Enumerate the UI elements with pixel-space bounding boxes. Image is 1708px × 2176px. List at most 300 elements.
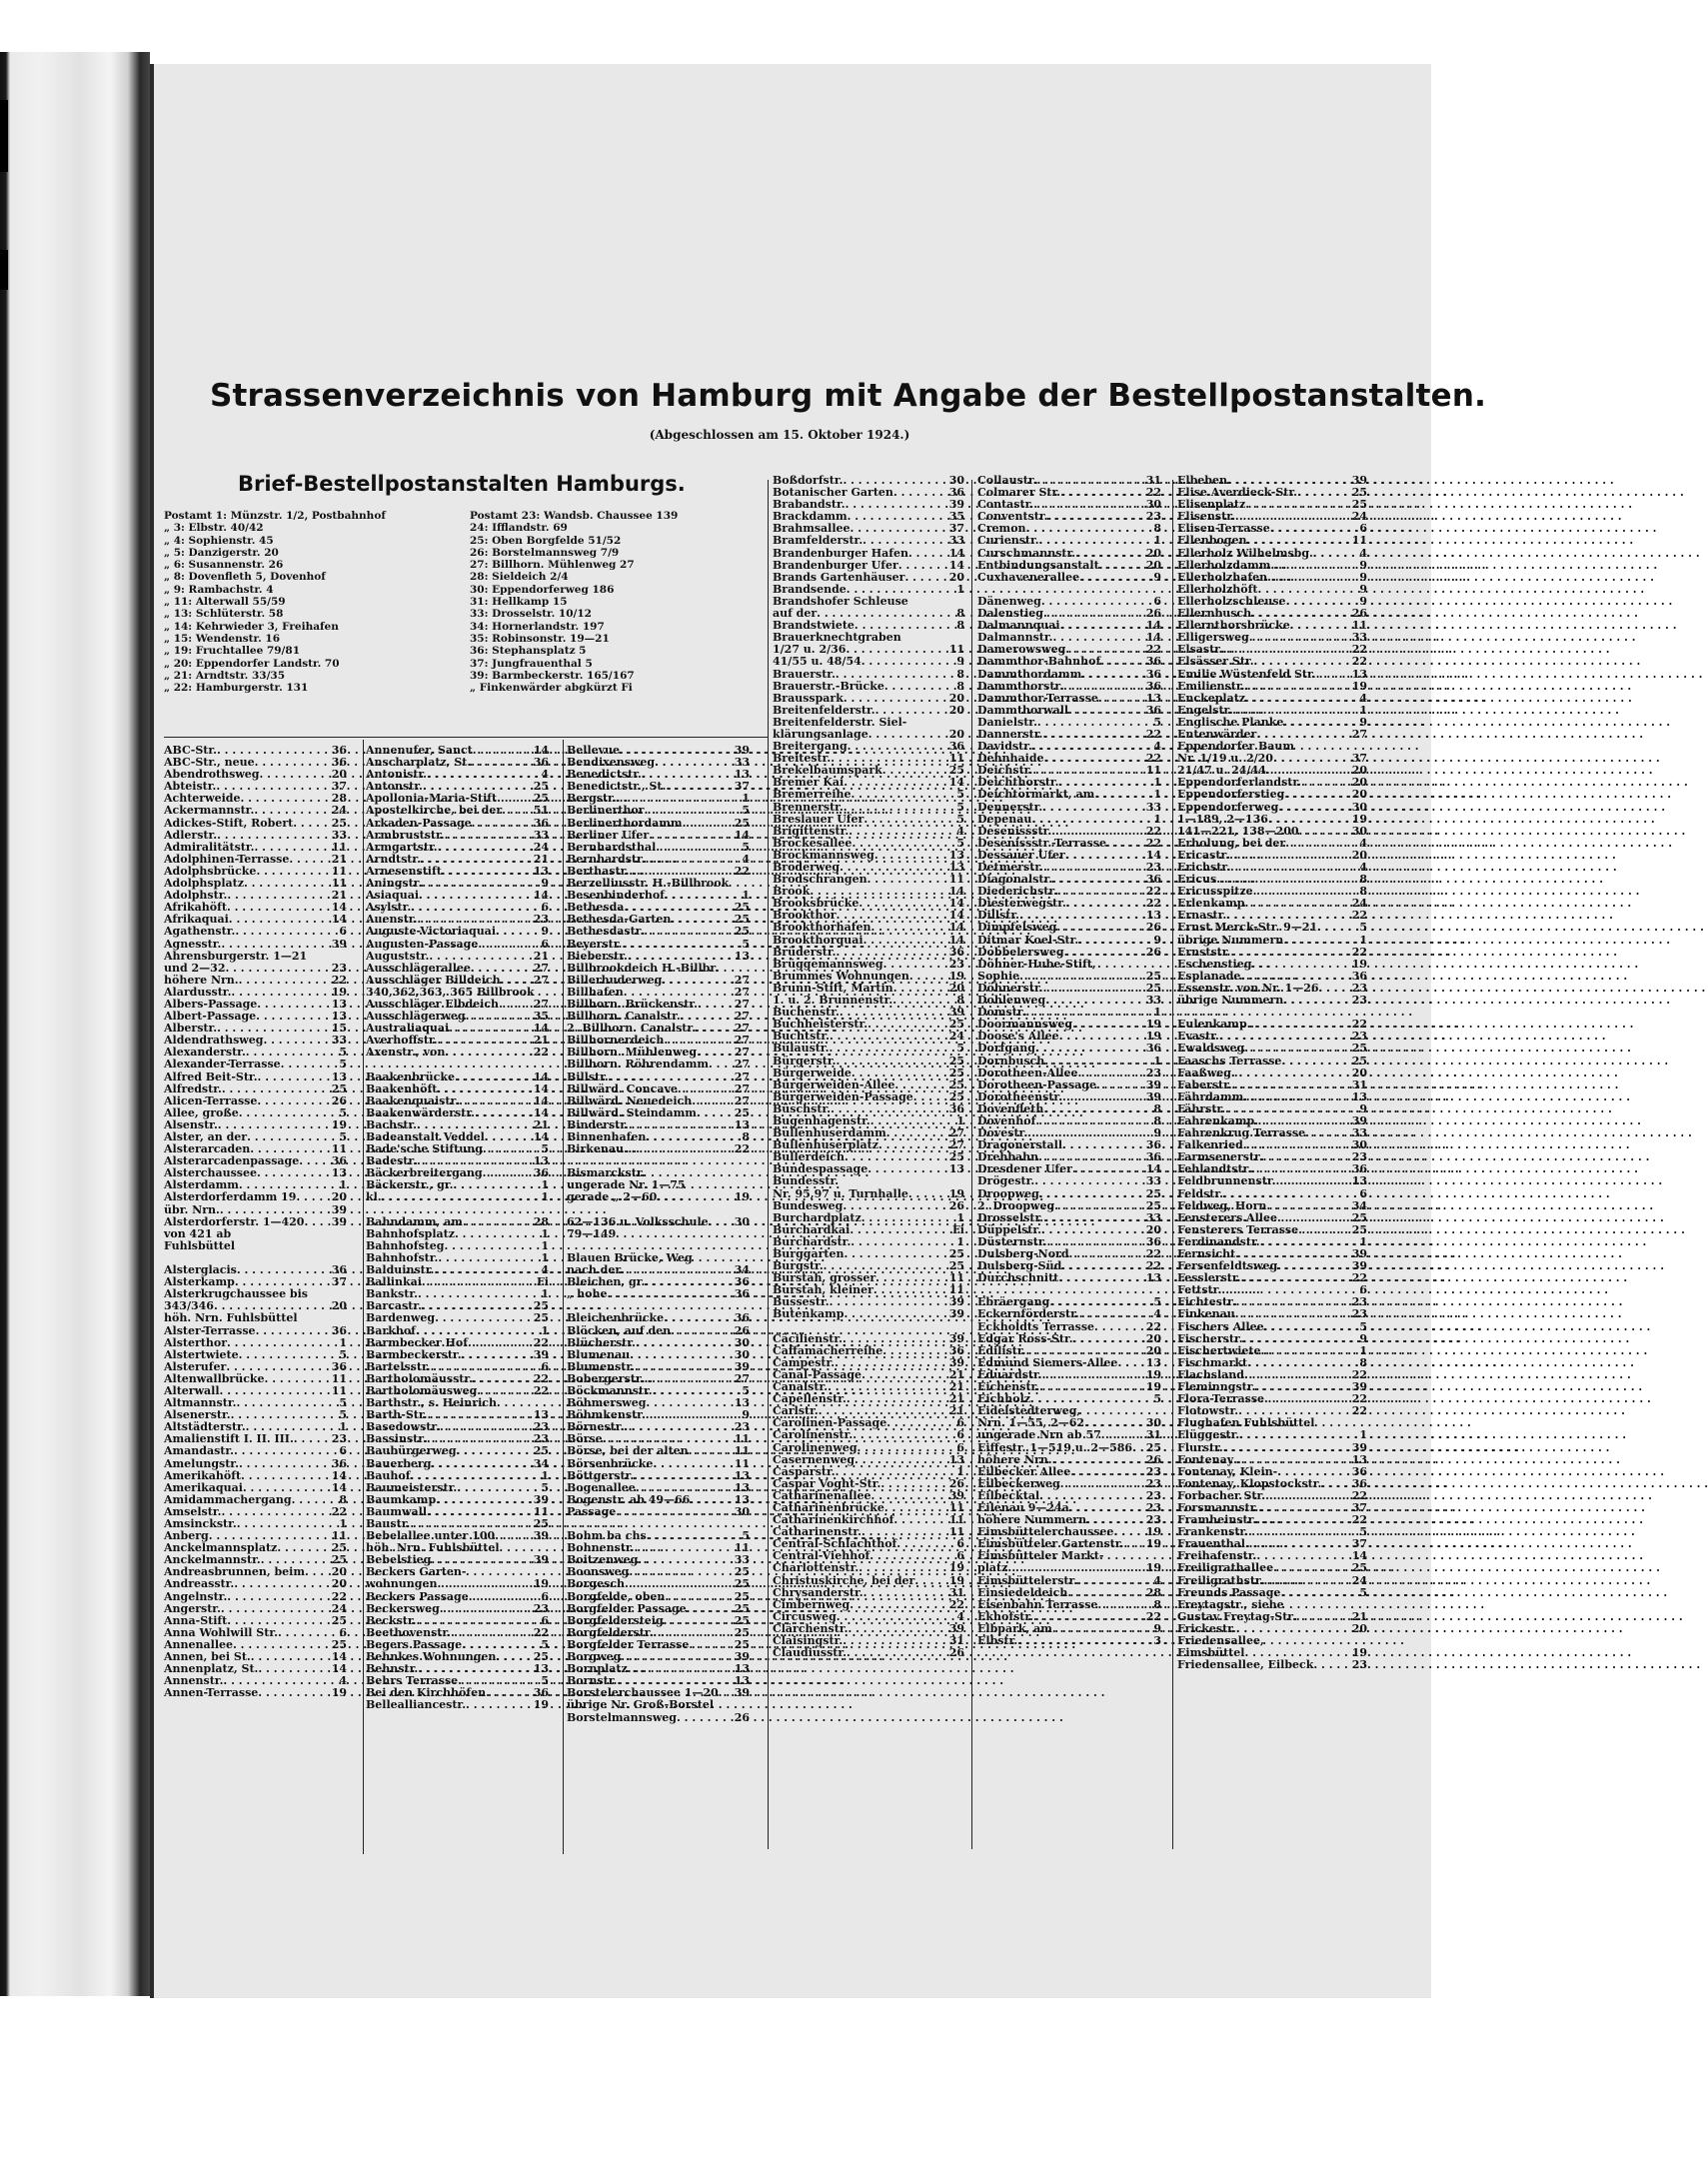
street-entry xyxy=(164,1312,347,1324)
postamt-number: 22 xyxy=(533,1625,549,1639)
postamt-entry: „ 14: Kehrwieder 3, Freihafen xyxy=(164,620,339,633)
leader-dots xyxy=(459,1095,532,1107)
leader-dots xyxy=(1281,1056,1349,1068)
leader-dots xyxy=(235,926,337,938)
street-name: Frankenstr. xyxy=(1177,1525,1249,1539)
postamt-number: 26 xyxy=(1351,607,1367,621)
leader-dots xyxy=(445,1047,531,1059)
street-name: Eulenkamp xyxy=(1177,1018,1247,1032)
postamt-number: 23 xyxy=(1351,1295,1367,1309)
postamt-number: 21 xyxy=(533,1117,549,1131)
postamt-number: 27 xyxy=(734,1034,750,1048)
postamt-number: 33 xyxy=(331,1034,347,1048)
postamt-number: 31 xyxy=(948,1634,964,1647)
postamt-number: 5 xyxy=(742,1529,750,1543)
postamt-number: 39 xyxy=(331,1214,347,1228)
postamt-number: 26 xyxy=(1145,607,1161,621)
postamt-number: 22 xyxy=(533,1046,549,1060)
street-name: Eisenbahn Terrasse xyxy=(977,1597,1098,1611)
postamt-number: 5 xyxy=(339,1347,347,1361)
postamt-number: 19 xyxy=(1351,1646,1367,1660)
leader-dots xyxy=(1230,947,1349,959)
street-name: Binnenhafen xyxy=(567,1130,647,1143)
postamt-number: 39 xyxy=(533,1492,549,1506)
street-name: 21/47 u. 24/44 xyxy=(1177,764,1266,778)
street-name: Elise Averdieck-Str. xyxy=(1177,486,1297,500)
postamt-number: 13 xyxy=(533,1154,549,1168)
postamt-number: 5 xyxy=(1153,1392,1161,1406)
leader-dots xyxy=(687,1603,733,1615)
street-name: Bullenhuserplatz xyxy=(773,1138,878,1152)
street-name: Carolinenweg xyxy=(773,1440,857,1454)
leader-dots xyxy=(457,1445,532,1457)
postamt-number: 19 xyxy=(533,1577,549,1591)
postamt-number: 25 xyxy=(734,1613,750,1627)
leader-dots xyxy=(863,814,954,826)
street-entry xyxy=(1177,560,1367,572)
street-name: Agnesstr. xyxy=(164,937,222,951)
postamt-number: 1 xyxy=(956,1464,964,1478)
leader-dots xyxy=(429,951,531,963)
postamt-number: 39 xyxy=(1351,474,1367,487)
street-name: Enckeplatz xyxy=(1177,691,1246,705)
street-name: Afrikahöft xyxy=(164,901,227,915)
postamt-number: 6 xyxy=(1359,1186,1367,1200)
postamt-number: 5 xyxy=(1359,1319,1367,1333)
leader-dots xyxy=(689,1445,733,1457)
leader-dots xyxy=(644,805,740,817)
street-name: Elsässer Str. xyxy=(1177,655,1254,669)
postamt-number: 19 xyxy=(1145,1018,1161,1032)
street-name: Brauerknechtgraben xyxy=(773,631,901,645)
street-name: Eimsbüttel xyxy=(1177,1646,1245,1660)
street-name: Bei den Kirchhöfen xyxy=(366,1686,487,1700)
leader-dots xyxy=(630,1349,732,1361)
postamt-number: 39 xyxy=(734,1650,750,1664)
postamt-number: 22 xyxy=(1351,1404,1367,1418)
street-entry xyxy=(1177,1212,1367,1224)
postamt-number: 28 xyxy=(533,1214,549,1228)
postamt-number: 13 xyxy=(1145,1271,1161,1285)
postamt-number: 37 xyxy=(734,780,750,794)
street-entry xyxy=(977,1188,1161,1200)
street-entry xyxy=(977,814,1161,826)
street-name: übrige Nr. Groß-Borstel xyxy=(567,1698,715,1712)
postamt-number: 25 xyxy=(533,1650,549,1664)
street-name: Breitenfelderstr. xyxy=(773,703,875,717)
street-name: Dorotheenstr. xyxy=(977,1089,1062,1103)
street-entry xyxy=(366,1470,549,1482)
street-entry xyxy=(977,572,1161,584)
postamt-number: 22 xyxy=(1145,752,1161,766)
street-column-5 xyxy=(977,475,1161,1647)
street-name: Bankstr. xyxy=(366,1287,418,1301)
street-name: Beckstr. xyxy=(366,1613,417,1627)
street-name: Elisenstr. xyxy=(1177,510,1235,524)
street-entry xyxy=(567,830,750,842)
street-name: Döhnerstr. xyxy=(977,981,1043,995)
street-name: Fahrenkrug Terrasse xyxy=(1177,1126,1306,1140)
street-name: Alexanderstr. xyxy=(164,1046,246,1060)
street-entry xyxy=(567,1059,750,1071)
street-entry xyxy=(773,560,964,572)
postamt-number: 25 xyxy=(1145,1198,1161,1212)
postamt-number: 36 xyxy=(948,740,964,754)
street-name: Fesslerstr. xyxy=(1177,1271,1241,1285)
street-entry xyxy=(1177,1321,1367,1333)
street-entry xyxy=(164,1687,347,1699)
street-name: Burstah, grosser xyxy=(773,1271,876,1285)
street-entry xyxy=(773,669,964,681)
street-name: Bahnhofstr. xyxy=(366,1250,439,1264)
street-name: 1/27 u. 2/36 xyxy=(773,643,847,657)
postamt-number: 35 xyxy=(533,1010,549,1024)
street-name: Brookthorquai xyxy=(773,933,863,947)
street-name: Bethesda xyxy=(567,901,625,915)
postamt-number: 19 xyxy=(331,985,347,999)
leader-dots xyxy=(1273,1562,1350,1574)
postamt-number: 5 xyxy=(339,1408,347,1422)
street-entry xyxy=(1177,802,1367,814)
street-name: Baumkamp xyxy=(366,1492,437,1506)
street-name: Boßdorfstr. xyxy=(773,474,844,487)
postamt-number: 14 xyxy=(948,909,964,923)
street-entry xyxy=(1177,1080,1367,1091)
leader-dots xyxy=(622,939,740,951)
leader-dots xyxy=(634,1470,733,1482)
postamt-number: 14 xyxy=(533,1130,549,1143)
street-name: Elisen-Terrasse xyxy=(1177,522,1270,536)
street-entry xyxy=(1177,535,1367,547)
leader-dots xyxy=(1096,1080,1144,1091)
street-name: Campestr. xyxy=(773,1355,836,1369)
leader-dots xyxy=(657,1191,732,1203)
postamt-number: 25 xyxy=(948,1066,964,1080)
street-name: Bundesstr. xyxy=(773,1174,840,1188)
street-name: Billhorn. Brückenstr. xyxy=(567,997,698,1011)
street-name: Alexander-Terrasse xyxy=(164,1058,281,1072)
postamt-number: 25 xyxy=(331,1637,347,1651)
street-column-4 xyxy=(773,475,964,1659)
postamt-number: 37 xyxy=(331,1275,347,1289)
street-name: Breslauer Ufer xyxy=(773,812,864,826)
postamt-number: 31 xyxy=(948,1585,964,1599)
postamt-number: 13 xyxy=(533,1662,549,1676)
postamt-number xyxy=(235,1240,237,1252)
column-divider xyxy=(768,480,769,1849)
street-name: Adickes-Stift, Robert xyxy=(164,816,294,830)
postamt-number: 14 xyxy=(533,744,549,757)
street-entry xyxy=(366,1699,549,1711)
postamt-number: Fi xyxy=(537,1275,549,1289)
postamt-number: 36 xyxy=(1351,1162,1367,1176)
street-name: Freihafenstr. xyxy=(1177,1549,1257,1563)
street-name: Dornbusch xyxy=(977,1054,1045,1068)
postamt-entry: Postamt 23: Wandsb. Chaussee 139 xyxy=(470,510,679,522)
postamt-number: 1 xyxy=(339,1178,347,1192)
postamt-number xyxy=(719,963,721,975)
street-name: Asiaquai xyxy=(366,889,420,903)
postamt-number: 6 xyxy=(339,1625,347,1639)
postamt-number: 36 xyxy=(1145,1150,1161,1164)
postamt-list-left xyxy=(164,510,464,694)
postamt-number: 14 xyxy=(533,1082,549,1095)
street-entry xyxy=(567,805,750,817)
postamt-number: 23 xyxy=(533,913,549,927)
leader-dots xyxy=(468,1337,532,1349)
postamt-number: 20 xyxy=(331,1565,347,1579)
street-name: höh. Nrn. Fuhlsbüttel xyxy=(366,1541,500,1555)
street-name: Ellerholzdamm xyxy=(1177,558,1271,572)
street-name: Finkenau xyxy=(1177,1307,1235,1321)
postamt-number: 21 xyxy=(533,949,549,963)
postamt-entry: 35: Robinsonstr. 19—21 xyxy=(470,632,610,645)
leader-dots xyxy=(1316,669,1350,681)
street-name: Armgartstr. xyxy=(366,840,438,854)
postamt-number: 14 xyxy=(1351,1549,1367,1563)
street-entry xyxy=(1177,1562,1367,1574)
postamt-number: 5 xyxy=(742,804,750,818)
street-name: Ellerholzschleuse xyxy=(1177,594,1286,608)
street-name: Casernenweg xyxy=(773,1452,855,1466)
street-entry xyxy=(1177,1333,1367,1345)
postamt-number: 22 xyxy=(331,1589,347,1603)
postamt-number: 13 xyxy=(1351,667,1367,681)
postamt-number: 27 xyxy=(734,1022,750,1036)
postamt-number: 23 xyxy=(1351,1658,1367,1672)
postamt-number: 13 xyxy=(331,1070,347,1084)
postamt-number: 5 xyxy=(339,1046,347,1060)
street-name: Bundesweg xyxy=(773,1198,844,1212)
street-entry xyxy=(1177,995,1367,1007)
leader-dots xyxy=(609,1072,733,1084)
postamt-number: 19 xyxy=(1145,1537,1161,1551)
street-name: Bogenstr. ab 49—66 xyxy=(567,1492,691,1506)
street-name: Behnstr. xyxy=(366,1662,419,1676)
postamt-number: 51 xyxy=(533,804,549,818)
postamt-number: 21 xyxy=(948,1367,964,1381)
postamt-number: 30 xyxy=(1351,800,1367,814)
postamt-number: 39 xyxy=(331,937,347,951)
postamt-number: 37 xyxy=(331,780,347,794)
street-name: Borgfelderstr. xyxy=(567,1625,654,1639)
street-name: Blumenau xyxy=(567,1347,631,1361)
leader-dots xyxy=(847,1647,947,1659)
leader-dots xyxy=(462,1349,532,1361)
postamt-number: 25 xyxy=(331,1082,347,1095)
postamt-number: 25 xyxy=(948,1089,964,1103)
street-name: Diagonalstr. xyxy=(977,873,1053,887)
postamt-number xyxy=(298,1312,300,1324)
postamt-number: 19 xyxy=(331,1686,347,1700)
postamt-number: 36 xyxy=(331,1154,347,1168)
street-name: Brands Gartenhäuser xyxy=(773,570,905,584)
street-name: klärungsanlage xyxy=(773,727,868,741)
street-name: Brook xyxy=(773,885,811,899)
postamt-number: 39 xyxy=(948,1488,964,1502)
street-name: Deichthorstr. xyxy=(977,776,1059,790)
postamt-number: 36 xyxy=(331,744,347,757)
leader-dots xyxy=(1056,922,1143,934)
leader-dots xyxy=(1232,1080,1350,1091)
postamt-number: 11 xyxy=(948,1513,964,1527)
street-name: Drögestr. xyxy=(977,1174,1035,1188)
postamt-number: 26 xyxy=(1145,945,1161,959)
street-entry xyxy=(1177,1429,1367,1441)
postamt-number: 14 xyxy=(331,1650,347,1664)
street-entry xyxy=(366,1191,549,1203)
street-entry xyxy=(164,1591,347,1603)
leader-dots xyxy=(471,963,532,975)
postamt-number: 39 xyxy=(533,1529,549,1543)
street-name: Bugenhagenstr. xyxy=(773,1113,870,1127)
postamt-number: 11 xyxy=(948,873,964,887)
postamt-number: 30 xyxy=(734,1347,750,1361)
postamt-number: 39 xyxy=(1351,1259,1367,1273)
postamt-number: 23 xyxy=(1351,994,1367,1008)
street-name: Burggarten xyxy=(773,1247,845,1260)
street-name: Bramfelderstr. xyxy=(773,534,863,548)
postamt-number: 14 xyxy=(331,1480,347,1494)
postamt-entry: 30: Eppendorferweg 186 xyxy=(470,583,615,596)
street-entry xyxy=(1177,935,1367,947)
postamt-number: 1 xyxy=(1359,1343,1367,1357)
postamt-number: 31 xyxy=(1351,1078,1367,1091)
postamt-number: 5 xyxy=(956,800,964,814)
postamt-number: 24 xyxy=(331,1601,347,1615)
postamt-number: 11 xyxy=(734,1432,750,1446)
leader-dots xyxy=(1077,1575,1151,1587)
street-name: Danielstr. xyxy=(977,715,1037,729)
street-entry xyxy=(567,939,750,951)
postamt-number: 14 xyxy=(1145,619,1161,633)
postamt-number: 1 xyxy=(1153,1006,1161,1020)
postamt-number: 1 xyxy=(956,1113,964,1127)
street-entry xyxy=(164,1072,347,1084)
postamt-number: 36 xyxy=(331,1323,347,1337)
street-name: Freiligrathstr. xyxy=(1177,1573,1264,1587)
leader-dots xyxy=(221,1603,330,1615)
postamt-number: 8 xyxy=(742,1130,750,1143)
street-entry xyxy=(1177,1175,1367,1187)
postamt-number: 33 xyxy=(1351,1126,1367,1140)
street-name: Erlenkamp xyxy=(1177,897,1245,911)
leader-dots xyxy=(478,939,539,951)
postamt-number: 24 xyxy=(948,1030,964,1044)
street-name: Dulsberg-Süd xyxy=(977,1259,1062,1273)
street-entry xyxy=(366,1072,549,1084)
postamt-number: 6 xyxy=(541,901,549,915)
postamt-number xyxy=(839,1175,841,1187)
street-entry xyxy=(773,1575,964,1587)
postamt-number: 1 xyxy=(956,1210,964,1224)
leader-dots xyxy=(1313,1659,1349,1671)
postamt-number: 1 xyxy=(541,1190,549,1204)
street-entry xyxy=(977,1333,1161,1345)
postamt-entry: „ 13: Schlüterstr. 58 xyxy=(164,608,284,621)
street-name: Bieberstr. xyxy=(567,949,628,963)
street-name: Dohlenweg xyxy=(977,994,1046,1008)
street-name: Berlinerthor xyxy=(567,804,645,818)
street-name: Birkenau xyxy=(567,1142,625,1156)
leader-dots xyxy=(853,1429,954,1441)
street-name: Framheinstr. xyxy=(1177,1513,1257,1527)
street-name: Borgweg xyxy=(567,1650,622,1664)
street-name: Ellernbusch xyxy=(1177,607,1252,621)
street-name: Eschenstieg xyxy=(1177,957,1252,971)
postamt-number: 5 xyxy=(742,840,750,854)
postamt-number: 5 xyxy=(541,1637,549,1651)
postamt-number: 24 xyxy=(533,840,549,854)
street-name: Dulsberg-Nord xyxy=(977,1247,1069,1260)
postamt-number: 25 xyxy=(533,780,549,794)
postamt-number: 39 xyxy=(948,1006,964,1020)
postamt-entry: 34: Hornerlandstr. 197 xyxy=(470,620,605,633)
street-name: Bendixensweg xyxy=(567,756,656,770)
leader-dots xyxy=(844,693,947,705)
postamt-number: 36 xyxy=(1351,969,1367,983)
postamt-number: 1 xyxy=(541,1178,549,1192)
street-entry xyxy=(366,805,549,817)
postamt-number: 9 xyxy=(1359,715,1367,729)
postamt-number: 20 xyxy=(948,570,964,584)
leader-dots xyxy=(914,1575,946,1587)
street-name: Ahrensburgerstr. 1—21 xyxy=(164,949,308,963)
street-name: Blumenstr. xyxy=(567,1359,635,1373)
street-entry xyxy=(977,1175,1161,1187)
street-name: Frauenthal xyxy=(1177,1537,1245,1551)
street-name: Dobbelersweg xyxy=(977,945,1064,959)
postamt-number: 6 xyxy=(956,1549,964,1563)
postamt-number: 14 xyxy=(1145,631,1161,645)
leader-dots xyxy=(636,1337,733,1349)
street-entry xyxy=(773,1175,964,1187)
postamt-number: 39 xyxy=(734,744,750,757)
leader-dots xyxy=(1132,1442,1144,1454)
postamt-number: 25 xyxy=(331,816,347,830)
postamt-number: 11 xyxy=(331,1371,347,1385)
street-entry xyxy=(773,1308,964,1320)
street-name: Claudiusstr. xyxy=(773,1646,848,1660)
street-name: Ellenbogen xyxy=(1177,534,1247,548)
street-name: Burchardstr. xyxy=(773,1234,852,1248)
street-name: Eilbeckerweg xyxy=(977,1476,1060,1490)
street-name: Barthstr., s. Heinrich xyxy=(366,1396,497,1410)
postamt-number: 13 xyxy=(1145,909,1161,923)
street-name: Brookthorhafen xyxy=(773,921,871,935)
street-name: Faaßweg xyxy=(1177,1066,1231,1080)
leader-dots xyxy=(296,1191,329,1203)
street-name: höhere Nummern xyxy=(977,1513,1087,1527)
street-name: Fischers Allee xyxy=(1177,1319,1264,1333)
street-entry xyxy=(366,1325,549,1337)
street-name: Baumeisterstr. xyxy=(366,1480,458,1494)
leader-dots xyxy=(677,1712,733,1724)
postamt-number: 36 xyxy=(734,1275,750,1289)
street-name: Entbindungsanstalt xyxy=(977,558,1099,572)
street-name: Billbrookdeich H.-Billbr. xyxy=(567,961,719,975)
street-name: Böckmannstr. xyxy=(567,1383,653,1397)
street-entry xyxy=(773,1429,964,1441)
postamt-number: 33 xyxy=(1145,994,1161,1008)
street-name: Alsterdamm xyxy=(164,1178,239,1192)
street-name: Eilenau 9—24a xyxy=(977,1500,1069,1514)
postamt-entry: 39: Barmbeckerstr. 165/167 xyxy=(470,669,635,682)
postamt-number: Fi xyxy=(952,1222,964,1236)
leader-dots xyxy=(625,1578,733,1590)
street-name: Amerikahöft xyxy=(164,1468,242,1482)
postamt-number: 1 xyxy=(1153,534,1161,548)
